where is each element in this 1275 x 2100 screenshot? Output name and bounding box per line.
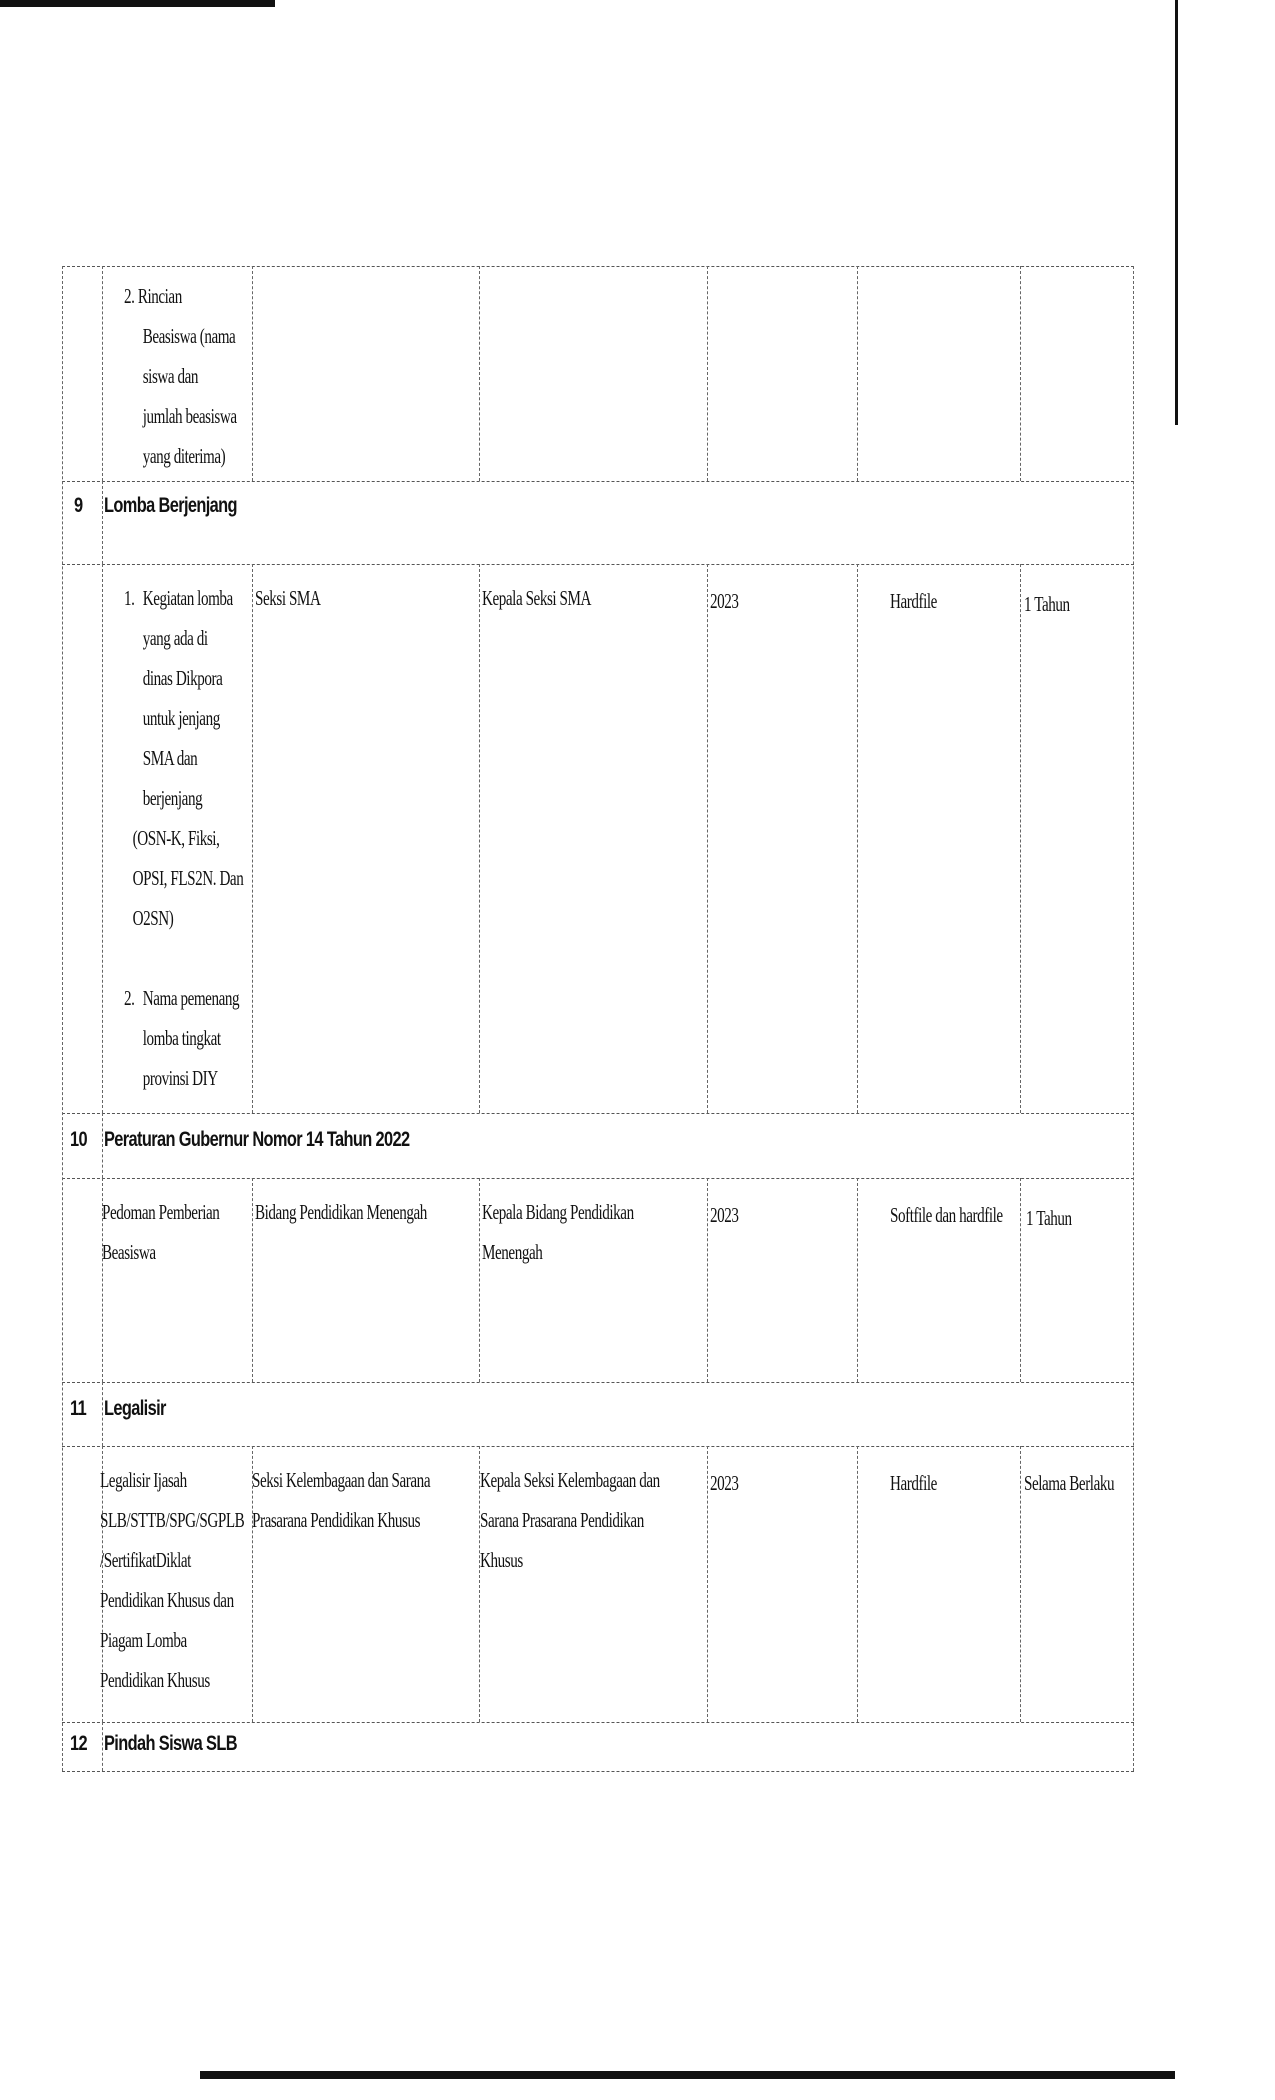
row-number: 10 xyxy=(70,1128,87,1151)
list-item: siswa dan xyxy=(142,364,199,388)
list-item: provinsi DIY xyxy=(142,1066,218,1090)
row-title: Legalisir xyxy=(104,1397,166,1420)
row-divider xyxy=(62,1178,1134,1179)
list-item: O2SN) xyxy=(132,906,174,930)
year: 2023 xyxy=(710,1471,739,1495)
list-item: yang diterima) xyxy=(142,444,226,468)
list-item: dinas Dikpora xyxy=(142,666,223,690)
column-divider xyxy=(857,564,858,1113)
column-divider xyxy=(707,1178,708,1382)
column-divider xyxy=(102,1382,103,1446)
row-divider xyxy=(62,1382,1134,1383)
list-item: berjenjang xyxy=(142,786,203,810)
column-divider xyxy=(102,564,103,1113)
information-item-list xyxy=(124,276,237,476)
list-item: lomba tingkat xyxy=(142,1026,221,1050)
year: 2023 xyxy=(710,589,739,613)
information-summary: Pedoman Pemberian Beasiswa xyxy=(102,1200,220,1264)
list-item: 2. Nama pemenang xyxy=(124,986,240,1010)
column-divider xyxy=(1020,564,1021,1113)
column-divider xyxy=(1020,1178,1021,1382)
year: 2023 xyxy=(710,1203,739,1227)
table-border-right xyxy=(1133,266,1134,1771)
person-in-charge: Kepala Seksi SMA xyxy=(482,586,592,610)
row-title: Pindah Siswa SLB xyxy=(104,1732,237,1755)
column-divider xyxy=(102,266,103,481)
column-divider xyxy=(857,1446,858,1722)
person-in-charge: Kepala Seksi Kelembagaan dan Sarana Prasarana Pendidikan Khusus xyxy=(480,1468,660,1572)
responsible-unit: Seksi Kelembagaan dan Sarana Prasarana Pendidikan Khusus xyxy=(252,1468,431,1532)
table-border-bottom xyxy=(62,1771,1134,1772)
retention-period: Selama Berlaku xyxy=(1024,1471,1115,1495)
row-number: 9 xyxy=(74,494,83,517)
row-title: Lomba Berjenjang xyxy=(104,494,237,517)
row-number: 12 xyxy=(70,1732,87,1755)
column-divider xyxy=(707,266,708,481)
column-divider xyxy=(857,266,858,481)
public-information-table xyxy=(62,266,1134,1771)
scan-edge-mark-right xyxy=(1175,0,1178,425)
column-divider xyxy=(252,564,253,1113)
column-divider xyxy=(479,266,480,481)
column-divider xyxy=(102,481,103,564)
person-in-charge: Kepala Bidang Pendidikan Menengah xyxy=(482,1200,634,1264)
retention-period: 1 Tahun xyxy=(1024,592,1070,616)
row-title: Peraturan Gubernur Nomor 14 Tahun 2022 xyxy=(104,1128,410,1151)
row-divider xyxy=(62,1446,1134,1447)
column-divider xyxy=(707,1446,708,1722)
column-divider xyxy=(252,266,253,481)
retention-period: 1 Tahun xyxy=(1026,1206,1072,1230)
column-divider xyxy=(102,1113,103,1178)
list-item: SMA dan xyxy=(142,746,198,770)
information-summary: Legalisir Ijasah SLB/STTB/SPG/SGPLB /SertifikatDiklat Pendidikan Khusus dan Piagam Lomba Pendidikan Khusus xyxy=(100,1468,245,1692)
column-divider xyxy=(857,1178,858,1382)
scan-edge-mark-bottom xyxy=(200,2071,1175,2079)
list-item: (OSN-K, Fiksi, xyxy=(132,826,220,850)
document-format: Softfile dan hardfile xyxy=(890,1203,1003,1227)
scan-edge-mark-top xyxy=(0,0,275,7)
column-divider xyxy=(479,1178,480,1382)
document-format: Hardfile xyxy=(890,589,937,613)
information-item-list xyxy=(124,578,243,1098)
list-item: OPSI, FLS2N. Dan xyxy=(132,866,244,890)
list-item: untuk jenjang xyxy=(142,706,220,730)
column-divider xyxy=(252,1178,253,1382)
list-item: 2. Rincian xyxy=(124,284,182,308)
row-number: 11 xyxy=(70,1397,87,1420)
list-item: jumlah beasiswa xyxy=(142,404,237,428)
list-item: yang ada di xyxy=(142,626,208,650)
responsible-unit: Seksi SMA xyxy=(255,586,321,610)
column-divider xyxy=(1020,266,1021,481)
row-divider xyxy=(62,481,1134,482)
table-border-left xyxy=(62,266,63,1771)
table-border-top xyxy=(62,266,1134,267)
row-divider xyxy=(62,1113,1134,1114)
row-divider xyxy=(62,1722,1134,1723)
column-divider xyxy=(102,1722,103,1771)
responsible-unit: Bidang Pendidikan Menengah xyxy=(255,1200,427,1224)
list-item: Beasiswa (nama xyxy=(142,324,236,348)
document-format: Hardfile xyxy=(890,1471,937,1495)
column-divider xyxy=(479,564,480,1113)
row-divider xyxy=(62,564,1134,565)
column-divider xyxy=(1020,1446,1021,1722)
column-divider xyxy=(707,564,708,1113)
list-item: 1. Kegiatan lomba xyxy=(124,586,233,610)
